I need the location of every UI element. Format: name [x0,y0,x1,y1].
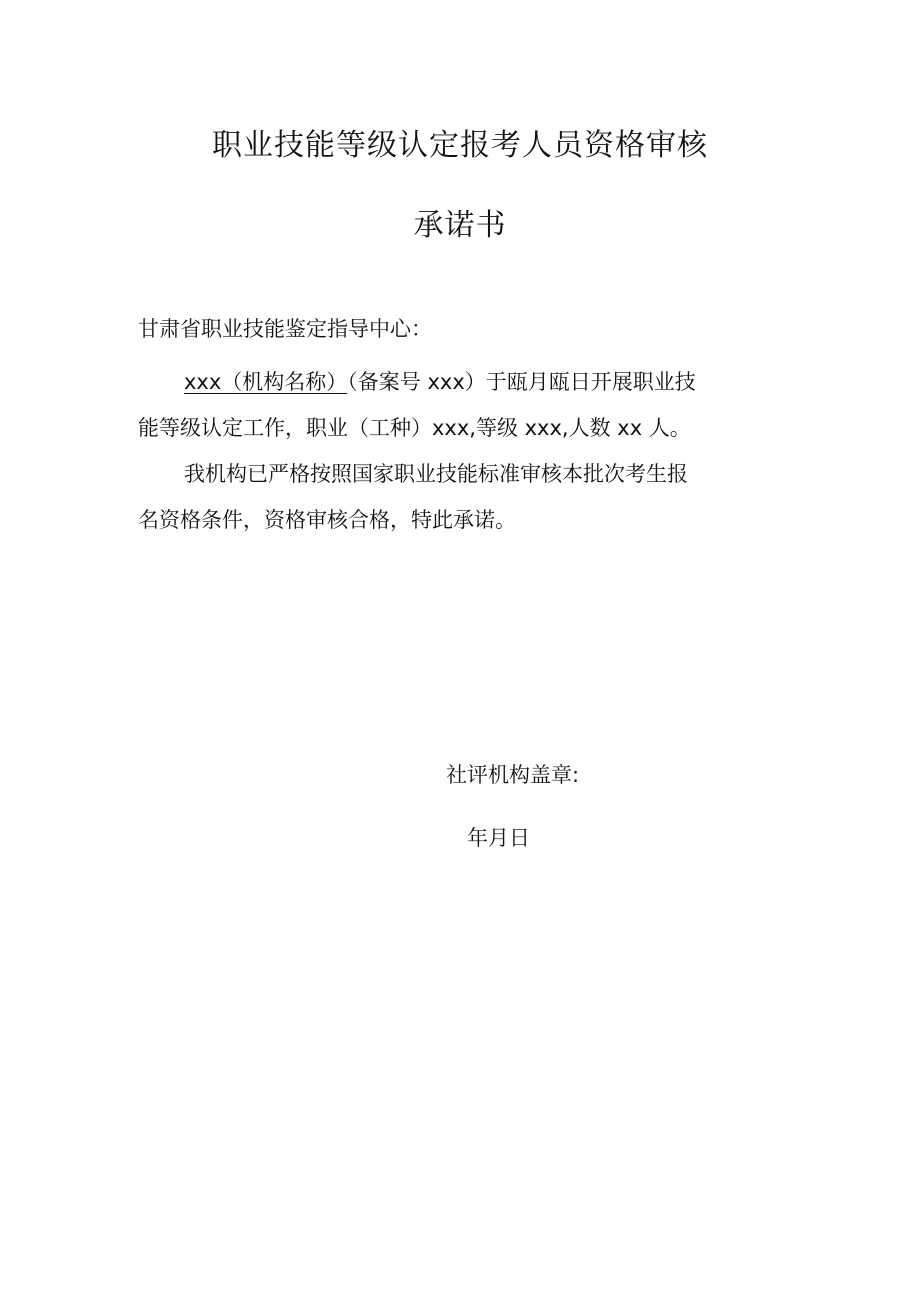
date-label: 年月日 [467,826,530,850]
org-name-placeholder: xxx（机构名称） [184,370,348,394]
seal-label: 社评机构盖章: [446,763,580,787]
paragraph-1-line-2: 能等级认定工作，职业（工种）xxx,等级 xxx,人数 xx 人。 [138,416,691,440]
salutation: 甘肃省职业技能鉴定指导中心： [138,317,432,341]
paragraph-1-line-1-rest: （备案号 xxx）于瓯月瓯日开展职业技 [347,370,696,394]
paragraph-1-line-1 [184,367,696,397]
paragraph-2-line-1: 我机构已严格按照国家职业技能标准审核本批次考生报 [184,462,688,486]
paragraph-2-line-2: 名资格条件，资格审核合格，特此承诺。 [138,508,516,532]
document-subtitle: 承诺书 [413,208,507,243]
document-title: 职业技能等级认定报考人员资格审核 [212,128,708,163]
